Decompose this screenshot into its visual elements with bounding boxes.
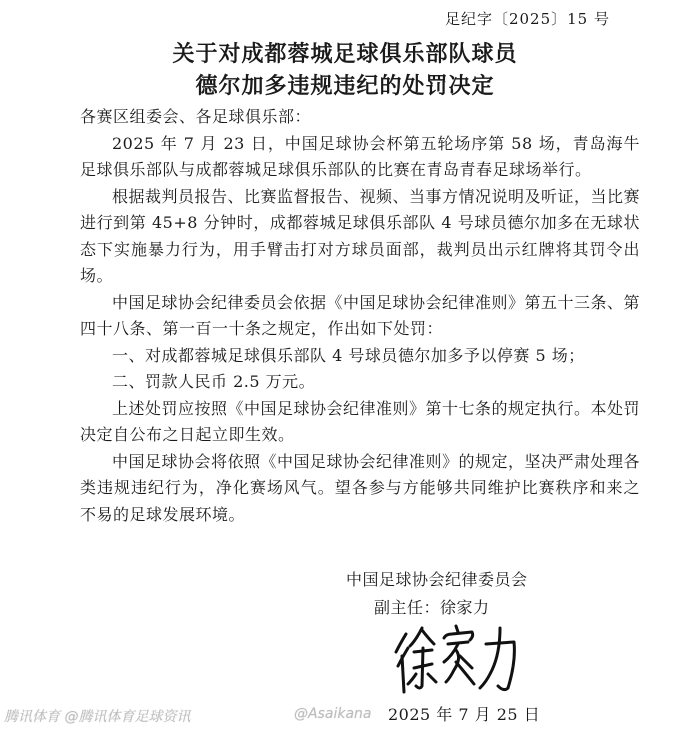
paragraph-closing: 中国足球协会将依照《中国足球协会纪律准则》的规定，坚决严肃处理各类违规违纪行为，净化赛场风气。望各参与方能够共同维护比赛秩序和来之不易的足球发展环境。	[80, 451, 641, 524]
document-number: 足纪字〔2025〕15 号	[444, 10, 610, 28]
deputy-director: 副主任：徐家力	[374, 598, 490, 617]
watermark-source: 腾讯体育 @腾讯体育足球资讯	[4, 709, 191, 725]
penalty-item-1: 一、对成都蓉城足球俱乐部队 4 号球员德尔加多予以停赛 5 场；	[112, 345, 585, 365]
paragraph-basis: 中国足球协会纪律委员会依据《中国足球协会纪律准则》第五十三条、第四十八条、第一百一十条之规定，作出如下处罚：	[80, 292, 641, 338]
paragraph-incident: 根据裁判员报告、比赛监督报告、视频、当事方情况说明及听证，当比赛进行到第 45+8 分钟时，成都蓉城足球俱乐部队 4 号球员德尔加多在无球状态下实施暴力行为，用手臂击打对方球员面部，裁判员出示红牌将其罚令出场。	[80, 186, 641, 285]
handwritten-signature	[392, 622, 522, 700]
issue-date: 2025 年 7 月 25 日	[388, 705, 541, 724]
addressee: 各赛区组委会、各足球俱乐部：	[80, 107, 312, 126]
issuer-name: 中国足球协会纪律委员会	[346, 570, 528, 589]
document-body	[80, 104, 640, 528]
document-title-line-1: 关于对成都蓉城足球俱乐部队球员	[172, 42, 518, 67]
penalty-item-2: 二、罚款人民币 2.5 万元。	[112, 372, 316, 391]
paragraph-match-info: 2025 年 7 月 23 日，中国足球协会杯第五轮场序第 58 场，青岛海牛足球俱乐部队与成都蓉城足球俱乐部队的比赛在青岛青春足球场举行。	[80, 133, 640, 179]
document-title-line-2: 德尔加多违规违纪的处罚决定	[195, 74, 495, 99]
paragraph-execution: 上述处罚应按照《中国足球协会纪律准则》第十七条的规定执行。本处罚决定自公布之日起立即生效。	[80, 398, 641, 444]
watermark-author: @Asaikana	[294, 706, 372, 722]
signature-image	[392, 622, 522, 696]
